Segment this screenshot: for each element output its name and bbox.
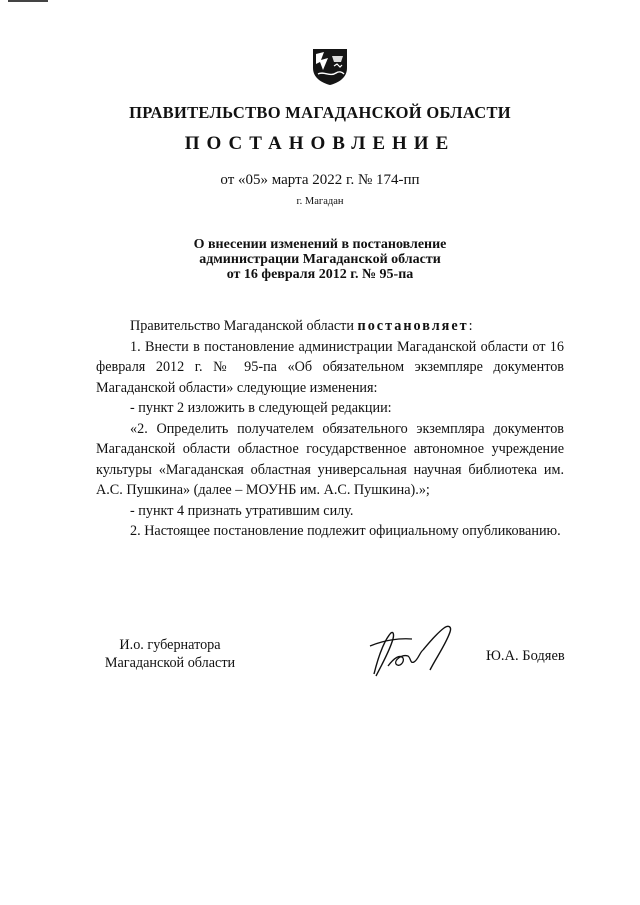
item-1a-paragraph: - пункт 2 изложить в следующей редакции: [130,400,392,416]
item-1-paragraph: 1. Внести в постановление администрации Магаданской области от 16 февраля 2012 г. № 95-па «Об обязательном экземпляре документов Магаданской области» следующие изменения: [96,338,564,396]
document-body [96,316,564,542]
signatory-name: Ю.А. Бодяев [486,648,565,664]
document-date-number: от «05» марта 2022 г. № 174-пп [220,172,420,188]
item-2-paragraph: 2. Настоящее постановление подлежит официальному опубликованию. [130,523,561,539]
scan-corner-mark [8,0,48,2]
handwritten-signature [366,622,461,682]
subject-line: от 16 февраля 2012 г. № 95-па [226,267,414,282]
item-1b-paragraph: - пункт 4 признать утратившим силу. [130,502,354,519]
intro-paragraph [96,316,564,337]
intro-colon: : [468,318,473,334]
position-line: Магаданской области [104,655,236,671]
subject-line: О внесении изменений в постановление [193,237,447,252]
subject-line: администрации Магаданской области [199,252,441,267]
position-line: И.о. губернатора [119,637,221,653]
intro-text: Правительство Магаданской области [130,318,358,334]
document-subject [0,237,640,282]
document-type-heading: ПОСТАНОВЛЕНИЕ [184,133,456,154]
organization-title: ПРАВИТЕЛЬСТВО МАГАДАНСКОЙ ОБЛАСТИ [129,103,511,122]
document-city: г. Магадан [296,196,344,207]
coat-of-arms-emblem [312,48,348,86]
item-1-quote-paragraph: «2. Определить получателем обязательного экземпляра документов Магаданской области областное государственное автономное учреждение культуры «Магаданская областная универсальная научная библиотека им. А.С. Пушкина» (далее – МОУНБ им. А.С. Пушкина).»; [96,420,564,498]
signatory-position [100,636,240,672]
resolves-keyword: постановляет [357,318,469,334]
